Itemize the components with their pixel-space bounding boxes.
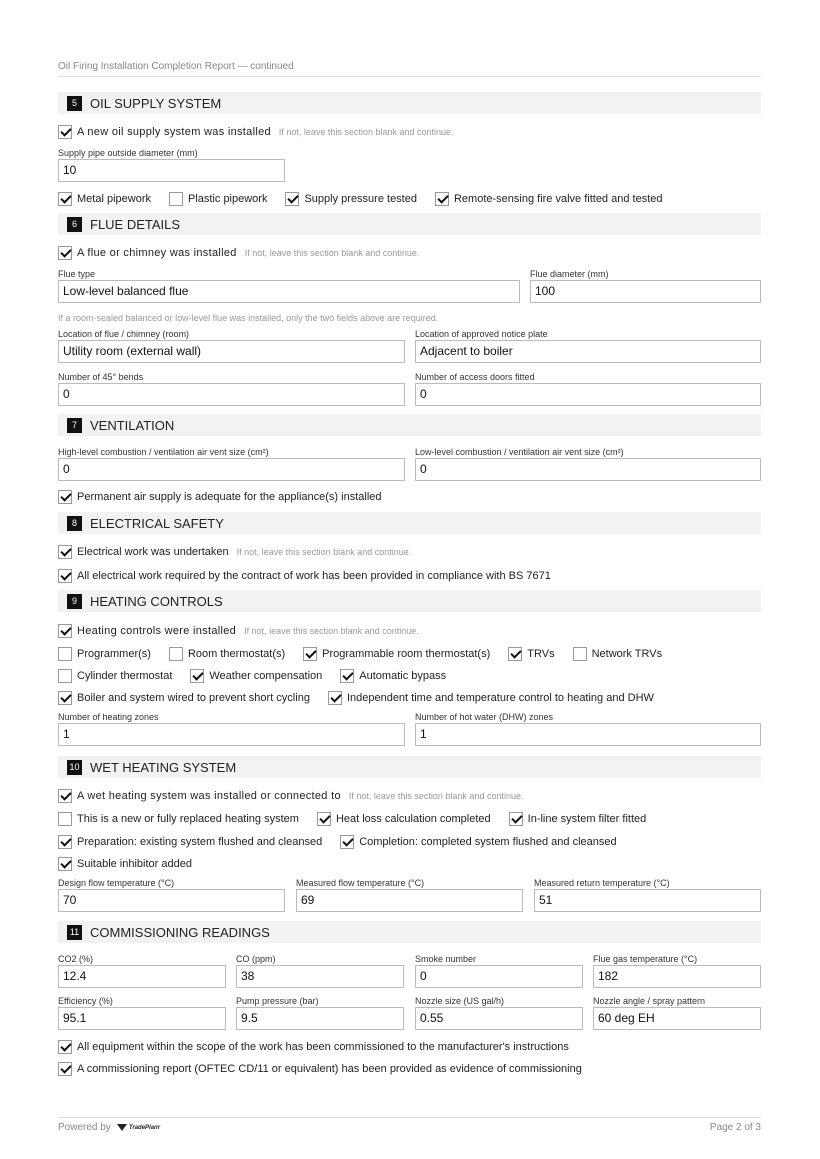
- oil-supply-installed-row: [58, 124, 454, 140]
- efficiency-input[interactable]: 95.1: [58, 1007, 226, 1030]
- flue-installed-row: [58, 245, 419, 261]
- flue-installed-checkbox[interactable]: [58, 246, 72, 260]
- field-label: Flue diameter (mm): [530, 269, 609, 279]
- logo-mark-icon: [117, 1124, 127, 1131]
- completion-flushed-checkbox[interactable]: [340, 835, 354, 849]
- section-title: ELECTRICAL SAFETY: [90, 515, 224, 531]
- checkbox-label: Permanent air supply is adequate for the appliance(s) installed: [77, 491, 382, 503]
- section-header-oil-supply: [58, 92, 761, 114]
- pump-pressure-input[interactable]: 9.5: [236, 1007, 404, 1030]
- checkbox-label: Independent time and temperature control to heating and DHW: [346, 692, 654, 704]
- section-title: OIL SUPPLY SYSTEM: [90, 95, 222, 111]
- section-number: 10: [67, 760, 82, 775]
- field-label: Location of approved notice plate: [415, 329, 548, 339]
- metal-pipework-checkbox[interactable]: [58, 192, 72, 206]
- field-label: Low-level combustion / ventilation air vent size (cm²): [415, 447, 624, 457]
- notice-plate-input[interactable]: Adjacent to boiler: [415, 340, 761, 363]
- bends-input[interactable]: 0: [58, 383, 405, 406]
- checkbox-label: Automatic bypass: [359, 670, 447, 682]
- pump-pressure-field: [236, 996, 404, 1030]
- checkbox-label: Programmer(s): [77, 648, 151, 660]
- section-number: 9: [67, 594, 82, 609]
- high-level-vent-field: [58, 447, 405, 481]
- field-label: Nozzle size (US gal/h): [415, 996, 505, 1006]
- running-header: Oil Firing Installation Completion Report — continued: [58, 61, 294, 72]
- section-hint: If not, leave this section blank and continue.: [236, 547, 412, 557]
- powered-by-label: Powered by: [58, 1122, 111, 1133]
- section-title: HEATING CONTROLS: [90, 593, 223, 609]
- fire-valve-checkbox[interactable]: [435, 192, 449, 206]
- commissioning-report-checkbox[interactable]: [58, 1062, 72, 1076]
- field-label: Flue gas temperature (°C): [593, 954, 698, 964]
- field-label: Location of flue / chimney (room): [58, 329, 190, 339]
- electrical-undertaken-row: [58, 544, 411, 560]
- equipment-commissioned-row: [58, 1039, 587, 1055]
- measured-return-temp-input[interactable]: 51: [534, 889, 761, 912]
- co2-field: [58, 954, 226, 988]
- section-hint: If not, leave this section blank and continue.: [244, 248, 420, 258]
- measured-flow-temp-field: [296, 878, 523, 912]
- section-number: 7: [67, 418, 82, 433]
- section-number: 5: [67, 96, 82, 111]
- electrical-undertaken-checkbox[interactable]: [58, 545, 72, 559]
- cylinder-thermostat-checkbox[interactable]: [58, 669, 72, 683]
- wet-heating-row-1: [58, 811, 664, 827]
- section-hint: If not, leave this section blank and continue.: [278, 127, 454, 137]
- inline-filter-checkbox[interactable]: [509, 812, 523, 826]
- notice-plate-field: [415, 329, 761, 363]
- section-title: COMMISSIONING READINGS: [90, 924, 270, 940]
- air-supply-adequate-checkbox[interactable]: [58, 490, 72, 504]
- header-divider: [58, 76, 761, 77]
- section-header-wet-heating: [58, 756, 761, 778]
- checkbox-label: Cylinder thermostat: [77, 670, 173, 682]
- checkbox-label: A wet heating system was installed or connected to: [77, 790, 341, 802]
- network-trvs-checkbox[interactable]: [573, 647, 587, 661]
- field-label: Design flow temperature (°C): [58, 878, 175, 888]
- controls-row-1: [58, 646, 680, 662]
- checkbox-label: Supply pressure tested: [304, 193, 417, 205]
- checkbox-label: Remote-sensing fire valve fitted and tested: [453, 193, 663, 205]
- section-header-ventilation: [58, 414, 761, 436]
- trvs-checkbox[interactable]: [508, 647, 522, 661]
- section-header-electrical-safety: [58, 512, 761, 534]
- checkbox-label: All equipment within the scope of the work has been commissioned to the manufacturer's instructions: [77, 1041, 569, 1053]
- access-doors-field: [415, 372, 761, 406]
- checkbox-label: Suitable inhibitor added: [77, 858, 192, 870]
- checkbox-label: A flue or chimney was installed: [77, 247, 237, 259]
- room-thermostat-checkbox[interactable]: [169, 647, 183, 661]
- plastic-pipework-checkbox[interactable]: [169, 192, 183, 206]
- section-header-flue-details: [58, 213, 761, 235]
- smoke-number-input[interactable]: 0: [415, 965, 583, 988]
- section-number: 6: [67, 217, 82, 232]
- bs7671-compliance-checkbox[interactable]: [58, 569, 72, 583]
- field-label: Flue type: [58, 269, 96, 279]
- supply-pipe-diameter-field: [58, 148, 285, 182]
- section-number: 11: [67, 925, 82, 940]
- flue-gas-temp-input[interactable]: 182: [593, 965, 761, 988]
- checkbox-label: This is a new or fully replaced heating system: [77, 813, 299, 825]
- programmable-thermostat-checkbox[interactable]: [303, 647, 317, 661]
- checkbox-label: Preparation: existing system flushed and cleansed: [77, 836, 323, 848]
- preparation-flushed-checkbox[interactable]: [58, 835, 72, 849]
- flue-location-field: [58, 329, 405, 363]
- bends-field: [58, 372, 405, 406]
- footer-branding: [58, 1122, 160, 1133]
- nozzle-size-input[interactable]: 0.55: [415, 1007, 583, 1030]
- checkbox-label: All electrical work required by the contract of work has been provided in compliance with BS 7671: [77, 570, 551, 582]
- field-label: Number of access doors fitted: [415, 372, 535, 382]
- heating-zones-input[interactable]: 1: [58, 723, 405, 746]
- field-label: High-level combustion / ventilation air vent size (cm²): [58, 447, 269, 457]
- checkbox-label: Boiler and system wired to prevent short cycling: [77, 692, 310, 704]
- automatic-bypass-checkbox[interactable]: [340, 669, 354, 683]
- inhibitor-row: [58, 856, 210, 872]
- checkbox-label: Network TRVs: [591, 648, 663, 660]
- field-label: Pump pressure (bar): [236, 996, 319, 1006]
- pipework-options-row: [58, 191, 681, 207]
- new-system-checkbox[interactable]: [58, 812, 72, 826]
- checkbox-label: Weather compensation: [209, 670, 323, 682]
- section-title: VENTILATION: [90, 417, 175, 433]
- controls-row-2: [58, 668, 464, 684]
- checkbox-label: Electrical work was undertaken: [77, 546, 229, 558]
- section-header-commissioning: [58, 921, 761, 943]
- section-header-heating-controls: [58, 590, 761, 612]
- flue-location-input[interactable]: Utility room (external wall): [58, 340, 405, 363]
- heating-zones-field: [58, 712, 405, 746]
- co2-input[interactable]: 12.4: [58, 965, 226, 988]
- inhibitor-checkbox[interactable]: [58, 857, 72, 871]
- checkbox-label: Room thermostat(s): [187, 648, 286, 660]
- controls-row-3: [58, 690, 672, 706]
- supply-pressure-tested-checkbox[interactable]: [285, 192, 299, 206]
- field-label: Supply pipe outside diameter (mm): [58, 148, 198, 158]
- wet-heating-installed-checkbox[interactable]: [58, 789, 72, 803]
- flue-type-field: [58, 269, 520, 303]
- checkbox-label: A new oil supply system was installed: [77, 126, 271, 138]
- field-label: CO (ppm): [236, 954, 276, 964]
- field-label: Measured flow temperature (°C): [296, 878, 425, 888]
- dhw-zones-input[interactable]: 1: [415, 723, 761, 746]
- weather-compensation-checkbox[interactable]: [190, 669, 204, 683]
- checkbox-label: A commissioning report (OFTEC CD/11 or equivalent) has been provided as evidence of commissioning: [77, 1063, 582, 1075]
- checkbox-label: Heat loss calculation completed: [335, 813, 491, 825]
- short-cycling-checkbox[interactable]: [58, 691, 72, 705]
- programmer-checkbox[interactable]: [58, 647, 72, 661]
- flue-diameter-input[interactable]: 100: [530, 280, 761, 303]
- checkbox-label: TRVs: [527, 648, 555, 660]
- measured-flow-temp-input[interactable]: 69: [296, 889, 523, 912]
- equipment-commissioned-checkbox[interactable]: [58, 1040, 72, 1054]
- air-supply-row: [58, 489, 400, 505]
- measured-return-temp-field: [534, 878, 761, 912]
- checkbox-label: Heating controls were installed: [77, 625, 237, 637]
- electrical-compliance-row: [58, 568, 569, 584]
- heat-loss-checkbox[interactable]: [317, 812, 331, 826]
- checkbox-label: In-line system filter fitted: [527, 813, 647, 825]
- section-hint: If not, leave this section blank and continue.: [244, 626, 419, 636]
- section-number: 8: [67, 516, 82, 531]
- efficiency-field: [58, 996, 226, 1030]
- checkbox-label: Plastic pipework: [187, 193, 268, 205]
- nozzle-angle-input[interactable]: 60 deg EH: [593, 1007, 761, 1030]
- checkbox-label: Programmable room thermostat(s): [322, 648, 491, 660]
- wet-heating-row-2: [58, 834, 635, 850]
- smoke-number-field: [415, 954, 583, 988]
- co-input[interactable]: 38: [236, 965, 404, 988]
- heating-controls-installed-row: [58, 623, 419, 639]
- page-number: Page 2 of 3: [709, 1122, 761, 1133]
- flue-diameter-field: [530, 269, 761, 303]
- flue-gas-temp-field: [593, 954, 761, 988]
- design-flow-temp-field: [58, 878, 285, 912]
- heating-controls-installed-checkbox[interactable]: [58, 624, 72, 638]
- field-label: CO2 (%): [58, 954, 94, 964]
- nozzle-size-field: [415, 996, 583, 1030]
- section-title: WET HEATING SYSTEM: [90, 759, 237, 775]
- co-field: [236, 954, 404, 988]
- flue-note: If a room-sealed balanced or low-level flue was installed, only the two fields above are required.: [58, 313, 439, 323]
- access-doors-input[interactable]: 0: [415, 383, 761, 406]
- checkbox-label: Completion: completed system flushed and cleansed: [359, 836, 617, 848]
- wet-heating-installed-row: [58, 788, 523, 804]
- field-label: Nozzle angle / spray pattern: [593, 996, 706, 1006]
- tradeplanr-logo: [117, 1124, 160, 1131]
- field-label: Efficiency (%): [58, 996, 113, 1006]
- commissioning-report-row: [58, 1061, 600, 1077]
- footer-divider: [58, 1117, 761, 1118]
- field-label: Number of 45° bends: [58, 372, 144, 382]
- nozzle-angle-field: [593, 996, 761, 1030]
- low-level-vent-input[interactable]: 0: [415, 458, 761, 481]
- section-hint: If not, leave this section blank and continue.: [348, 791, 524, 801]
- high-level-vent-input[interactable]: 0: [58, 458, 405, 481]
- logo-text: TradePlanr: [128, 1124, 161, 1131]
- independent-control-checkbox[interactable]: [328, 691, 342, 705]
- low-level-vent-field: [415, 447, 761, 481]
- dhw-zones-field: [415, 712, 761, 746]
- supply-pipe-diameter-input[interactable]: 10: [58, 159, 285, 182]
- field-label: Smoke number: [415, 954, 477, 964]
- checkbox-label: Metal pipework: [77, 193, 151, 205]
- oil-supply-installed-checkbox[interactable]: [58, 125, 72, 139]
- field-label: Number of hot water (DHW) zones: [415, 712, 554, 722]
- field-label: Number of heating zones: [58, 712, 159, 722]
- field-label: Measured return temperature (°C): [534, 878, 670, 888]
- flue-type-input[interactable]: Low-level balanced flue: [58, 280, 520, 303]
- section-title: FLUE DETAILS: [90, 216, 181, 232]
- design-flow-temp-input[interactable]: 70: [58, 889, 285, 912]
- report-page: [58, 0, 761, 1159]
